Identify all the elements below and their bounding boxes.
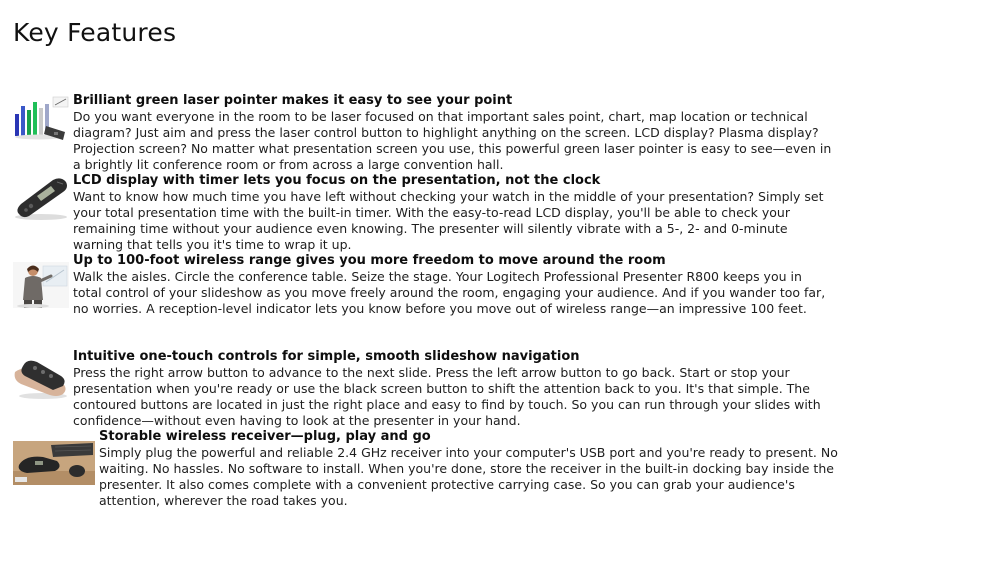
feature-text [73,173,833,253]
feature-description: Walk the aisles. Circle the conference table. Seize the stage. Your Logitech Professional Presenter R800 keeps you in total control of your slideshow as you move freely around the room, engaging your audience. And if you wander too far, no worries. A reception-level indicator lets you know before you move out of wireless range—an impressive 100 feet. [73,269,826,316]
feature-text [73,349,833,429]
presenter-woman-thumbnail-icon [13,262,69,308]
feature-description: Simply plug the powerful and reliable 2.4 GHz receiver into your computer's USB port and you're ready to present. No waiting. No hassles. No software to install. When you're done, store the receiver in the built-in docking bay inside the presenter. It also comes complete with a convenient protective carrying case. So you can grab your audience's attention, wherever the road takes you. [99,445,838,508]
feature-title: LCD display with timer lets you focus on the presentation, not the clock [73,173,601,188]
feature-title: Intuitive one-touch controls for simple, smooth slideshow navigation [73,349,580,364]
page-title: Key Features [13,18,177,47]
feature-title: Storable wireless receiver—plug, play and go [99,429,431,444]
feature-title: Up to 100-foot wireless range gives you more freedom to move around the room [73,253,666,268]
feature-description: Press the right arrow button to advance to the next slide. Press the left arrow button to go back. Start or stop your presentation when you're ready or use the black screen button to shift the attention back to you. It's that simple. The contoured buttons are located in just the right place and easy to find by touch. So you can run through your slides with confidence—without even having to look at the presenter in your hand. [73,365,821,428]
feature-text [73,253,833,317]
feature-text [73,93,833,173]
feature-description: Want to know how much time you have left without checking your watch in the middle of your presentation? Simply set your total presentation time with the built-in timer. With the easy-to-read LCD display, you'll be able to check your remaining time without your audience even knowing. The presenter will silently vibrate with a 5-, 2- and 0-minute warning that tells you it's time to wrap it up. [73,189,824,252]
hand-presenter-thumbnail-icon [13,352,69,400]
laser-chart-thumbnail-icon [13,96,69,144]
feature-text [99,429,839,509]
receiver-desk-thumbnail-icon [13,441,95,485]
feature-title: Brilliant green laser pointer makes it easy to see your point [73,93,513,108]
lcd-presenter-thumbnail-icon [13,176,69,222]
feature-description: Do you want everyone in the room to be laser focused on that important sales point, chart, map location or technical diagram? Just aim and press the laser control button to highlight anything on the screen. LCD display? Plasma display? Projection screen? No matter what presentation screen you use, this powerful green laser pointer is easy to see—even in a brightly lit conference room or from across a large convention hall. [73,109,832,172]
